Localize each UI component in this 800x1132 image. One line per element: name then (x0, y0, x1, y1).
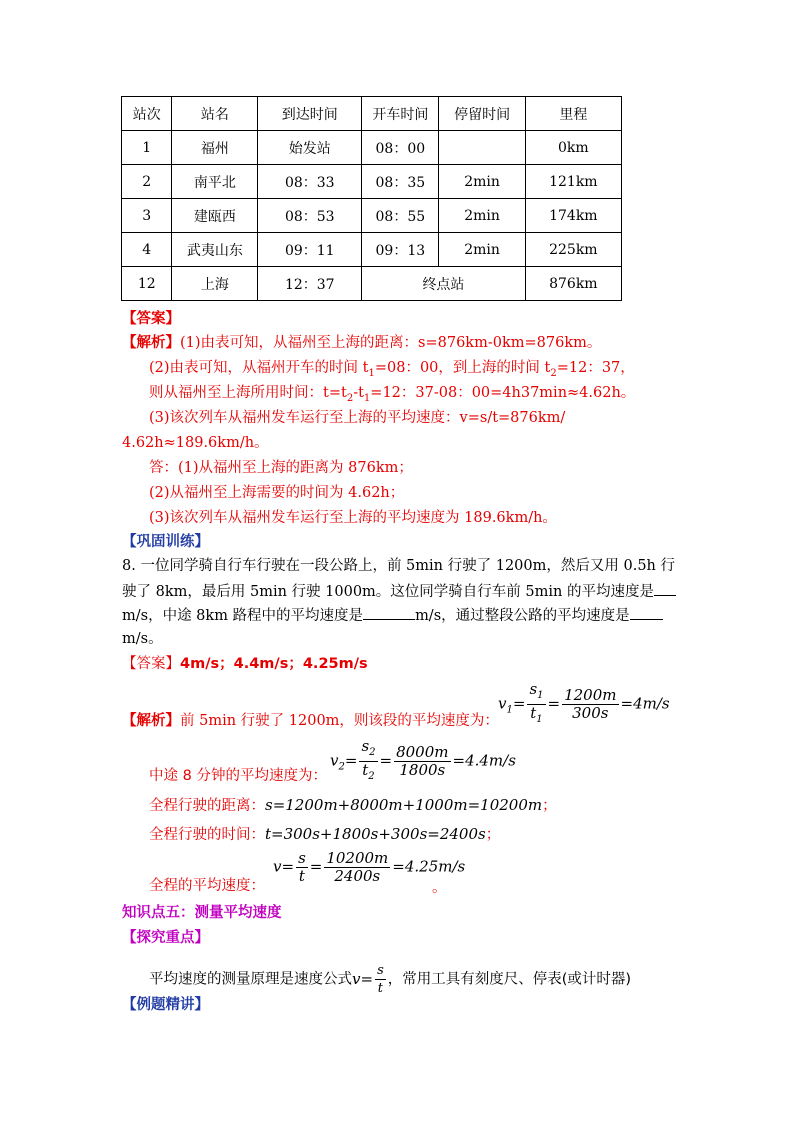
analysis-text: (1)由表可知，从福州至上海的距离：s=876km-0km=876km。 (180, 335, 602, 351)
analysis-text: =08：00，到上海的时间 t (374, 360, 551, 376)
q8-solution-line-3: 全程行驶的距离：s=1200m+8000m+1000m=10200m； (149, 796, 557, 814)
table-cell: 福州 (172, 131, 258, 165)
table-cell: 08：00 (362, 131, 439, 165)
principle-text: 平均速度的测量原理是速度公式 (149, 971, 352, 988)
table-header: 里程 (525, 97, 621, 131)
practice-label: 【巩固训练】 (122, 534, 209, 550)
table-row (122, 165, 622, 199)
table-cell: 876km (525, 267, 621, 301)
table-cell: 终点站 (362, 267, 525, 301)
answer-line-3: (3)该次列车从福州发车运行至上海的平均速度为 189.6km/h。 (149, 510, 557, 526)
table-cell: 4 (122, 233, 172, 267)
table-cell: 08：35 (362, 165, 439, 199)
example-label: 【例题精讲】 (122, 997, 209, 1013)
table-cell: 08：53 (258, 199, 362, 233)
answer-blank (630, 605, 663, 620)
formula-v1: $v_1=$ $\frac{s_1}{t_1}$ = $\frac{1200m}{300s}$ =4m/s (498, 680, 670, 725)
table-header: 开车时间 (362, 97, 439, 131)
analysis-text: -t (353, 385, 364, 401)
analysis-line-5: 4.62h≈189.6km/h。 (122, 435, 269, 451)
table-cell: 08：55 (362, 199, 439, 233)
answer-line-2: (2)从福州至上海需要的时间为 4.62h； (149, 485, 405, 501)
principle-text: ，常用工具有刻度尺、停表(或计时器) (387, 971, 632, 988)
solution-text: 全程行驶的时间： (149, 827, 265, 843)
table-row (122, 267, 622, 301)
table-header: 到达时间 (258, 97, 362, 131)
solution-text: 前 5min 行驶了 1200m，则该段的平均速度为： (180, 713, 499, 729)
analysis-text: =12：37， (556, 360, 635, 376)
answer-blank (654, 581, 676, 596)
table-row (122, 233, 622, 267)
q8-solution-line-2: 中途 8 分钟的平均速度为： (149, 768, 327, 784)
question-8-line-4: m/s。 (122, 631, 163, 647)
table-cell: 上海 (172, 267, 258, 301)
table-cell: 09：13 (362, 233, 439, 267)
analysis-text: (2)由表可知，从福州开车的时间 t (149, 360, 369, 376)
speed-formula: v= $\frac{s}{t}$ (352, 963, 384, 996)
table-header-row (122, 97, 622, 131)
question-text: m/s，通过整段公路的平均速度是 (415, 608, 630, 624)
table-cell: 174km (525, 199, 621, 233)
question-8-line-3 (122, 605, 663, 626)
q8-solution-line-5 (149, 876, 265, 896)
table-cell: 08：33 (258, 165, 362, 199)
table-cell: 0km (525, 131, 621, 165)
table-row (122, 199, 622, 233)
solution-text: 全程行驶的距离： (149, 798, 265, 814)
analysis-text: =12：37-08：00=4h37min≈4.62h。 (370, 385, 636, 401)
question-text: 驶了 8km，最后用 5min 行驶 1000m。这位同学骑自行车前 5min 的平均速度是 (122, 584, 654, 600)
answer-values: 4m/s；4.4m/s；4.25m/s (180, 656, 368, 672)
distance-formula: s=1200m+8000m+1000m=10200m (265, 796, 543, 814)
table-cell: 3 (122, 199, 172, 233)
table-cell: 1 (122, 131, 172, 165)
time-formula: t=300s+1800s+300s=2400s (265, 825, 486, 843)
q8-solution-line-1 (122, 711, 499, 731)
table-cell: 225km (525, 233, 621, 267)
table-cell: 建瓯西 (172, 199, 258, 233)
analysis-line-3: 则从福州至上海所用时间：$t=t_2-t_1=12$：37-08：00=4h37min≈4.62h。 (149, 385, 636, 404)
table-cell: 2min (439, 199, 525, 233)
table-header: 站次 (122, 97, 172, 131)
table-row (122, 131, 622, 165)
formula-v2: $v_2=$ $\frac{s_2}{t_2}$ = $\frac{8000m}{1800s}$ =4.4m/s (330, 737, 516, 782)
analysis-text: 则从福州至上海所用时间：t=t (149, 385, 347, 401)
table-cell: 2 (122, 165, 172, 199)
table-cell: 12：37 (258, 267, 362, 301)
q8-solution-line-4: 全程行驶的时间：t=300s+1800s+300s=2400s； (149, 825, 501, 843)
question-text: m/s，中途 8km 路程中的平均速度是 (122, 608, 364, 624)
table-header: 停留时间 (439, 97, 525, 131)
table-cell: 2min (439, 233, 525, 267)
table-cell (439, 131, 525, 165)
principle-line (149, 962, 631, 997)
table-cell: 09：11 (258, 233, 362, 267)
analysis-label: 【解析】 (122, 335, 180, 351)
solution-end-mark: 。 (432, 880, 447, 896)
question-8-line-1: 8. 一位同学骑自行车行驶在一段公路上，前 5min 行驶了 1200m，然后又用 0.5h 行 (122, 558, 675, 574)
table-cell: 武夷山东 (172, 233, 258, 267)
question-8-line-2 (122, 581, 676, 602)
analysis-line-1 (122, 333, 601, 353)
table-cell: 南平北 (172, 165, 258, 199)
solution-text: 全程的平均速度： (149, 878, 265, 894)
table-cell: 12 (122, 267, 172, 301)
analysis-label: 【解析】 (122, 713, 180, 729)
formula-v: v= $\frac{s}{t}$ = $\frac{10200m}{2400s}$ =4.25m/s (273, 849, 466, 885)
table-cell: 121km (525, 165, 621, 199)
analysis-line-4: (3)该次列车从福州发车运行至上海的平均速度：v=s/t=876km/ (149, 410, 566, 426)
table-header: 站名 (172, 97, 258, 131)
analysis-line-2: (2)由表可知，从福州开车的时间 $t_1=08$：00，到上海的时间 $t_2=12$：37， (149, 360, 635, 379)
train-schedule-table (121, 96, 622, 301)
answer-blank (363, 605, 415, 620)
answer-line-1: 答：(1)从福州至上海的距离为 876km； (149, 460, 413, 476)
answer-label: 【答案】 (122, 311, 180, 327)
answer-label: 【答案】 (122, 656, 180, 672)
table-cell: 始发站 (258, 131, 362, 165)
q8-answer (122, 654, 368, 674)
explore-label: 【探究重点】 (122, 930, 209, 946)
section-title: 知识点五：测量平均速度 (122, 905, 282, 921)
table-cell: 2min (439, 165, 525, 199)
